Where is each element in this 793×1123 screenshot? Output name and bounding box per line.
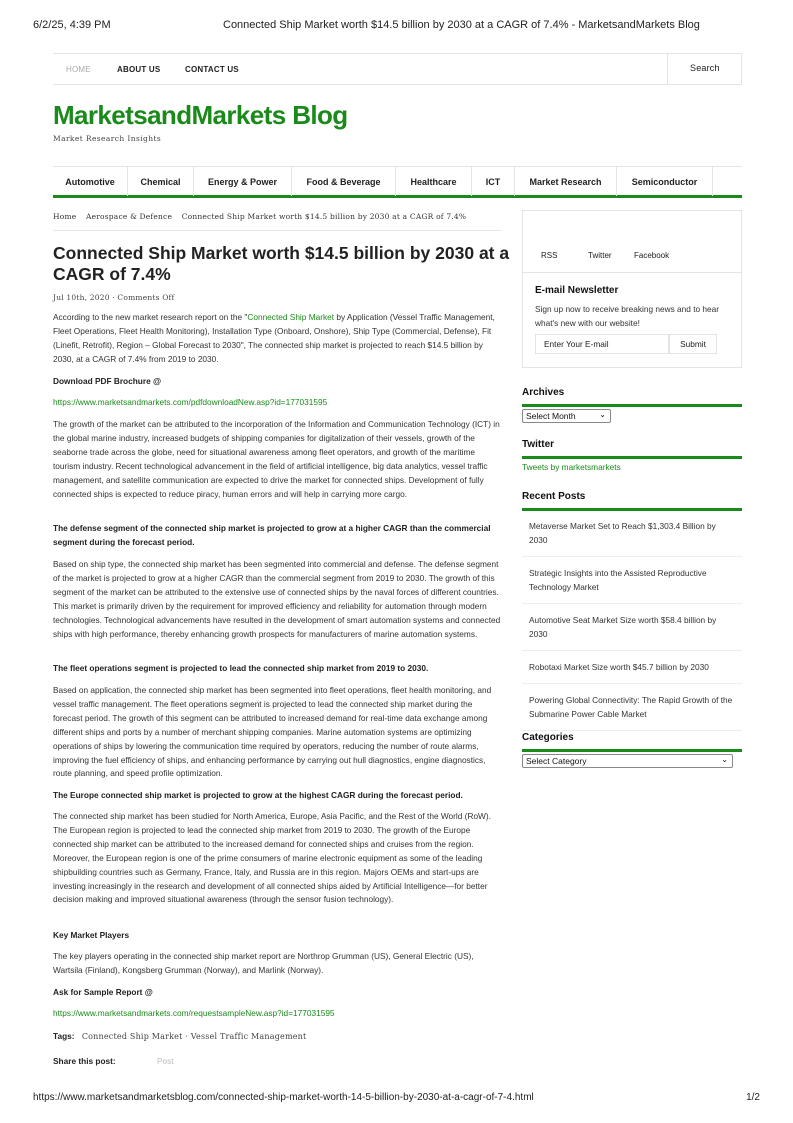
- print-header: [33, 19, 760, 33]
- fleet-paragraph: Based on application, the connected ship market has been segmented into fleet operations, fleet health monitoring, and vessel traffic management. The fleet operations segment is projected to lead the connected ship market during the forecast period. The growth of this segment can be attributed to increased demand for real-time data exchange among different ships and ports by a number of merchant shipping companies. Marine automation systems are optimizing operations of ships by lowering the communication time required by operators, reducing the number of route alarms, improving the fuel efficiency of ships, and enhancing performance by carrying out hull diagnostics, engine diagnostics, route planning, and speed profile optimization.: [53, 685, 492, 779]
- breadcrumb-category[interactable]: Aerospace & Defence: [86, 212, 173, 221]
- category-market-research[interactable]: Market Research: [515, 167, 617, 196]
- tags-row: [53, 1031, 306, 1041]
- twitter-link[interactable]: Twitter: [588, 251, 612, 260]
- nav-home[interactable]: HOME: [66, 65, 91, 74]
- categories-select[interactable]: [522, 754, 733, 768]
- sample-link-row: [53, 1007, 503, 1021]
- archives-select[interactable]: [522, 409, 611, 423]
- category-automotive[interactable]: Automotive: [53, 167, 128, 196]
- intro-text-end: by Application (Vessel Traffic Management, Fleet Operations, Fleet Health Monitoring), Installation Type (Onboard, Onshore), Ship Type (Commercial, Defense), Fit (Linefit, Retrofit), Region – Global Forecast to 2030", The connected ship market is projected to reach $14.5 billion by 2030, at a CAGR of 7.4% from 2019 to 2030.: [53, 312, 495, 364]
- category-chemical[interactable]: Chemical: [128, 167, 194, 196]
- category-ict[interactable]: ICT: [472, 167, 515, 196]
- search-button[interactable]: Search: [667, 53, 742, 85]
- twitter-widget-title: Twitter: [522, 439, 742, 459]
- nav-about-us[interactable]: ABOUT US: [117, 65, 161, 74]
- category-healthcare[interactable]: Healthcare: [396, 167, 472, 196]
- archives-select-value: Select Month: [526, 411, 576, 421]
- print-page-number: 1/2: [746, 1092, 760, 1103]
- connected-ship-market-link[interactable]: Connected Ship Market: [247, 312, 335, 322]
- print-date: 6/2/25, 4:39 PM: [33, 19, 111, 31]
- defense-heading: The defense segment of the connected ship market is projected to grow at a higher CAGR than the commercial segment during the forecast period.: [53, 523, 491, 547]
- breadcrumb-current: Connected Ship Market worth $14.5 billion by 2030 at a CAGR of 7.4%: [181, 212, 467, 221]
- players-paragraph: The key players operating in the connected ship market report are Northrop Grumman (US), General Electric (US), Wartsila (Finland), Kongsberg Grumman (Norway), and Marlink (Norway).: [53, 951, 474, 975]
- categories-title: Categories: [522, 732, 742, 752]
- print-footer: [33, 1092, 760, 1103]
- newsletter-text: Sign up now to receive breaking news and to hear what's new with our website!: [535, 304, 720, 328]
- newsletter-submit-button[interactable]: Submit: [669, 334, 717, 354]
- breadcrumb: [53, 212, 473, 221]
- chevron-down-icon: ⌄: [599, 410, 606, 419]
- defense-paragraph: Based on ship type, the connected ship market has been segmented into commercial and defense. The defense segment of the market is projected to grow at a higher CAGR than the commercial segment from 2019 to 2030. The growth of this segment of the market can be attributed to the extensive use of connected ships by the naval forces of different countries. This market is primarily driven by the requirement for improved efficiency and reliability for automation through modern technologies. Technological advancements have resulted in the development of smart automation systems and connected ships with high performance, thereby enhancing growth prospects for manufacturers of marine automation systems.: [53, 559, 501, 639]
- post-title: Connected Ship Market worth $14.5 billion by 2030 at a CAGR of 7.4%: [53, 243, 510, 284]
- tags-label: Tags:: [53, 1031, 75, 1041]
- newsletter-title: E-mail Newsletter: [535, 285, 619, 296]
- chevron-down-icon: ⌄: [721, 755, 728, 764]
- facebook-link[interactable]: Facebook: [634, 251, 670, 260]
- recent-post-item[interactable]: Powering Global Connectivity: The Rapid Growth of the Submarine Power Cable Market: [522, 684, 742, 731]
- share-post-button[interactable]: Post: [157, 1056, 174, 1066]
- europe-heading: The Europe connected ship market is projected to grow at the highest CAGR during the forecast period.: [53, 790, 463, 800]
- breadcrumb-home[interactable]: Home: [53, 212, 77, 221]
- tag-links[interactable]: Connected Ship Market · Vessel Traffic Management: [81, 1032, 307, 1041]
- site-tagline: Market Research Insights: [53, 134, 162, 143]
- newsletter-widget: [522, 272, 742, 368]
- breadcrumb-divider: [53, 230, 502, 231]
- share-label: Share this post:: [53, 1056, 116, 1066]
- sample-report-link[interactable]: https://www.marketsandmarkets.com/requestsampleNew.asp?id=177031595: [53, 1008, 335, 1018]
- email-input[interactable]: Enter Your E-mail: [535, 334, 669, 354]
- print-url: https://www.marketsandmarketsblog.com/connected-ship-market-worth-14-5-billion-by-2030-at-a-cagr-of-7-4.html: [33, 1092, 534, 1103]
- rss-link[interactable]: RSS: [541, 251, 558, 260]
- categories-select-value: Select Category: [526, 756, 587, 766]
- post-meta: Jul 10th, 2020 · Comments Off: [53, 293, 175, 302]
- site-title[interactable]: MarketsandMarkets Blog: [53, 100, 348, 130]
- category-semiconductor[interactable]: Semiconductor: [617, 167, 713, 196]
- download-brochure-link[interactable]: https://www.marketsandmarkets.com/pdfdownloadNew.asp?id=177031595: [53, 397, 328, 407]
- recent-posts-list: [522, 510, 742, 731]
- growth-paragraph: The growth of the market can be attributed to the incorporation of the Information and Communication Technology (ICT) in the global marine industry, increased budgets of shipping companies for digitalization of their vessels, growth of the seaborne trade across the globe, need for situational awareness among fleet operators, and growth of the maritime tourism industry. Recent technological advancement in the field of artificial intelligence, big data analytics, vessel traffic management, and satellite communication are expected to drive the market for connected ships. Development of fully connected ships is expected to reduce piracy, human errors and will help in carrying more cargo.: [53, 419, 500, 499]
- archives-title: Archives: [522, 387, 742, 407]
- fleet-heading: The fleet operations segment is projected to lead the connected ship market from 2019 to 2030.: [53, 663, 429, 673]
- top-nav: [53, 53, 742, 85]
- download-heading: Download PDF Brochure @: [53, 376, 162, 386]
- sample-heading: Ask for Sample Report @: [53, 987, 153, 997]
- recent-post-item[interactable]: Automotive Seat Market Size worth $58.4 billion by 2030: [522, 604, 742, 651]
- category-energy-power[interactable]: Energy & Power: [194, 167, 292, 196]
- intro-paragraph: [53, 311, 503, 367]
- category-food-beverage[interactable]: Food & Beverage: [292, 167, 396, 196]
- tweets-link[interactable]: Tweets by marketsmarkets: [522, 462, 621, 472]
- europe-paragraph: The connected ship market has been studied for North America, Europe, Asia Pacific, and the Rest of the World (RoW). The European region is projected to lead the connected ship market from 2019 to 2030. The growth of the Europe connected ship market can be attributed to the increased demand for connected ships and cruises from the region. Moreover, the European region is one of the prime consumers of marine electronic equipment as some of the leading shipbuilding countries such as Germany, France, Italy, and Russia are in this region. Majors OEMs and start-ups are investing increasingly in the research and development of all connected ships aided by Artificial Intelligence—for better decision making and improved situational awareness (through the sensor fusion technology).: [53, 811, 491, 905]
- category-nav: [53, 166, 742, 198]
- print-doc-title: Connected Ship Market worth $14.5 billion by 2030 at a CAGR of 7.4% - MarketsandMarkets Blog: [223, 19, 700, 31]
- intro-text-start: According to the new market research report on the ": [53, 312, 248, 322]
- recent-post-item[interactable]: Strategic Insights into the Assisted Reproductive Technology Market: [522, 557, 742, 604]
- nav-contact-us[interactable]: CONTACT US: [185, 65, 239, 74]
- download-link-row: [53, 396, 503, 410]
- recent-post-item[interactable]: Robotaxi Market Size worth $45.7 billion by 2030: [522, 651, 742, 684]
- players-heading: Key Market Players: [53, 930, 130, 940]
- social-links: [522, 210, 742, 272]
- recent-post-item[interactable]: Metaverse Market Set to Reach $1,303.4 Billion by 2030: [522, 510, 742, 557]
- recent-posts-title: Recent Posts: [522, 491, 742, 511]
